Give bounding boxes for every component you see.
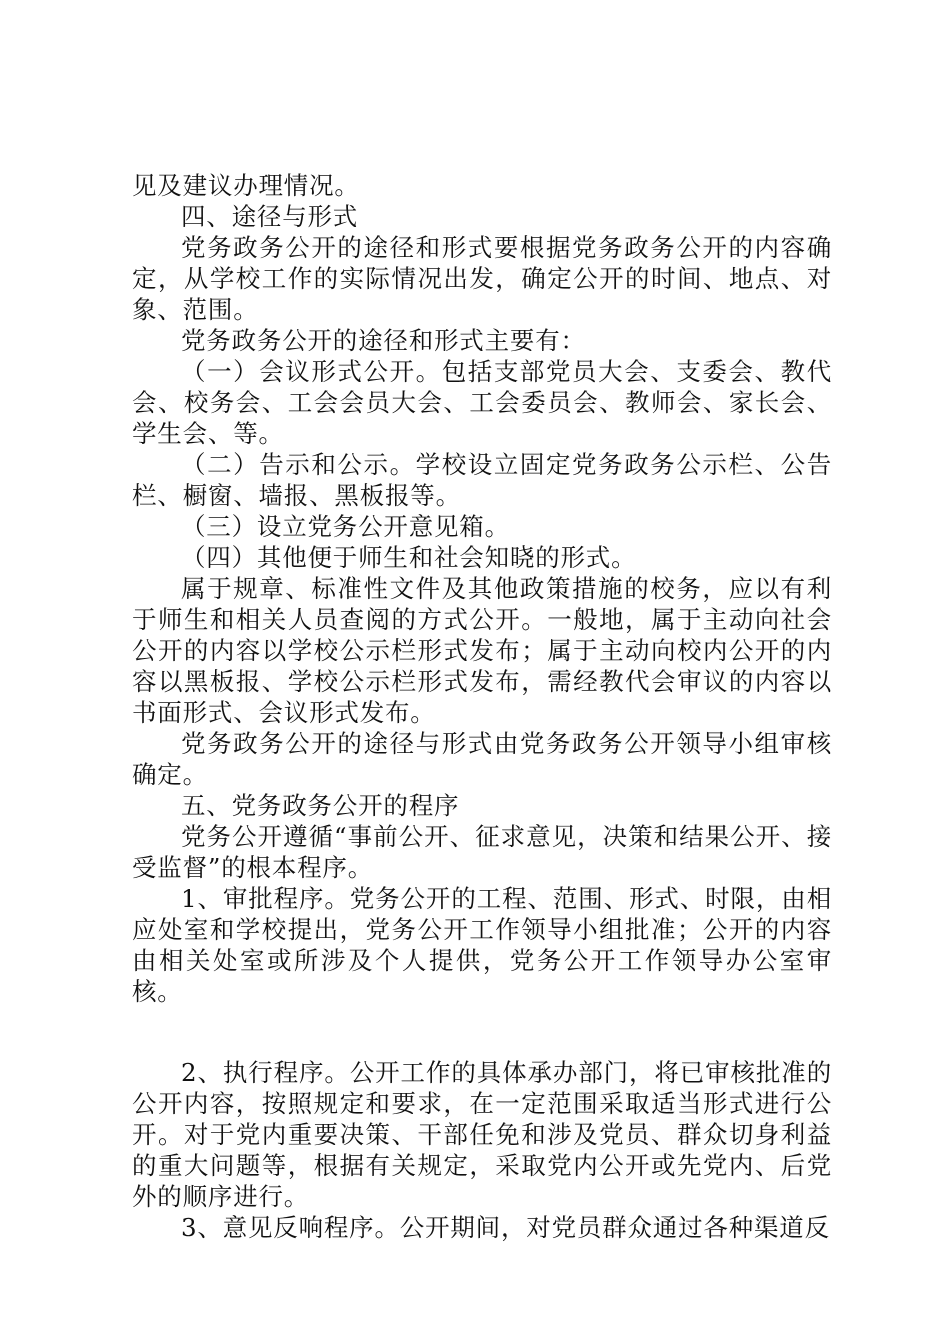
paragraph: 属于规章、标准性文件及其他政策措施的校务，应以有利于师生和相关人员查阅的方式公开。一般地，属于主动向社会公开的内容以学校公示栏形式发布；属于主动向校内公开的内容以黑板报、学校公示栏形式发布，需经教代会审议的内容以书面形式、会议形式发布。 [132, 574, 832, 727]
procedure-step-2: 2、执行程序。公开工作的具体承办部门，将已审核批准的公开内容，按照规定和要求，在一定范围采取适当形式进行公开。对于党内重要决策、干部任免和涉及党员、群众切身利益的重大问题等，根据有关规定，采取党内公开或先党内、后党外的顺序进行。 [132, 1058, 832, 1211]
list-item-2: （二）告示和公示。学校设立固定党务政务公示栏、公告栏、橱窗、墙报、黑板报等。 [132, 450, 832, 510]
list-item-4: （四）其他便于师生和社会知晓的形式。 [181, 543, 637, 572]
document-page [132, 170, 832, 1243]
paragraph-continuation: 见及建议办理情况。 [132, 171, 360, 200]
list-item-3: （三）设立党务公开意见箱。 [181, 512, 510, 541]
procedure-step-1: 1、审批程序。党务公开的工程、范围、形式、时限，由相应处室和学校提出，党务公开工作领导小组批准；公开的内容由相关处室或所涉及个人提供，党务公开工作领导办公室审核。 [132, 884, 832, 1006]
procedure-step-3: 3、意见反响程序。公开期间，对党员群众通过各种渠道反 [181, 1213, 830, 1242]
paragraph: 党务公开遵循“事前公开、征求意见，决策和结果公开、接受监督”的根本程序。 [132, 822, 832, 882]
section-heading-4: 四、途径与形式 [181, 202, 359, 231]
paragraph: 党务政务公开的途径与形式由党务政务公开领导小组审核确定。 [132, 729, 832, 789]
paragraph: 党务政务公开的途径和形式要根据党务政务公开的内容确定，从学校工作的实际情况出发，确定公开的时间、地点、对象、范围。 [132, 233, 832, 324]
section-heading-5: 五、党务政务公开的程序 [181, 791, 460, 820]
list-item-1: （一）会议形式公开。包括支部党员大会、支委会、教代会、校务会、工会会员大会、工会委员会、教师会、家长会、学生会、等。 [132, 357, 832, 448]
paragraph: 党务政务公开的途径和形式主要有： [181, 326, 586, 355]
